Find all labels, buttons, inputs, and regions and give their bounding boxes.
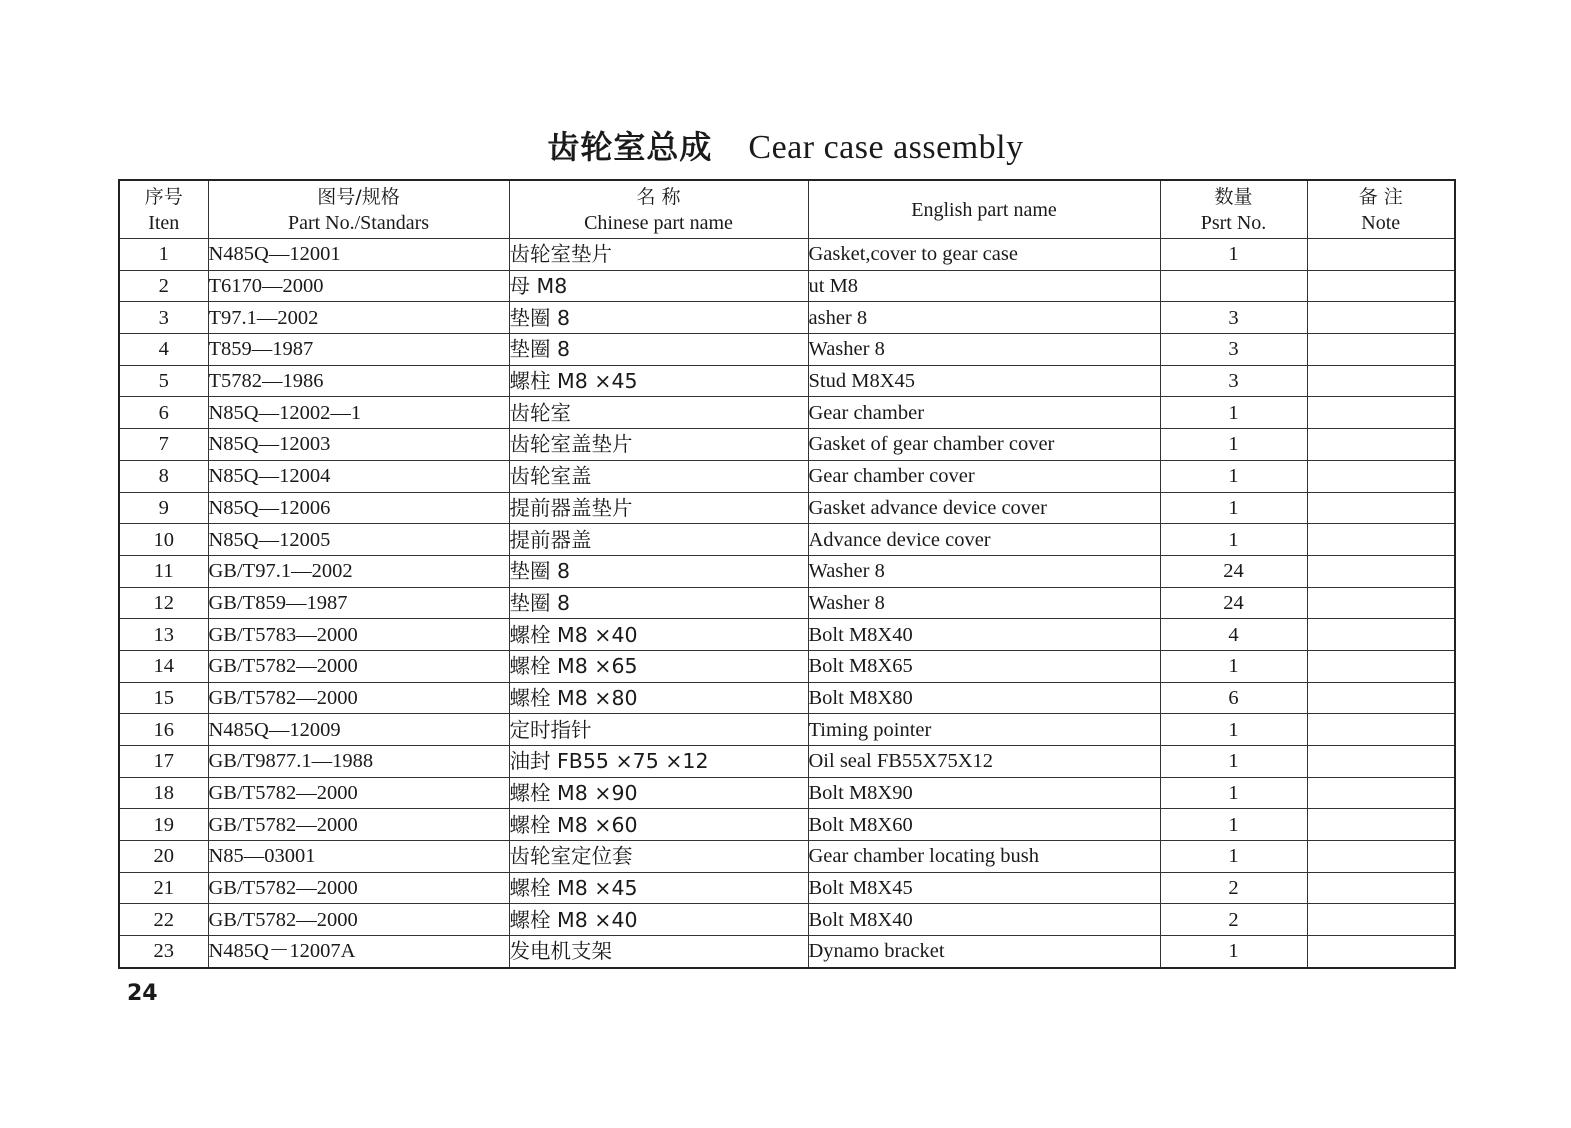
cell-item: 19 [119, 809, 208, 841]
cell-note [1307, 302, 1455, 334]
cell-quantity: 2 [1160, 872, 1307, 904]
cell-english-name: Gear chamber [808, 397, 1160, 429]
cell-note [1307, 365, 1455, 397]
cell-note [1307, 429, 1455, 461]
table-row [119, 365, 1455, 397]
cell-item: 8 [119, 460, 208, 492]
cell-chinese-name: 垫圈 8 [509, 555, 808, 587]
cell-english-name: Bolt M8X65 [808, 650, 1160, 682]
cell-part-no: T6170—2000 [208, 270, 509, 302]
cell-english-name: Gear chamber locating bush [808, 841, 1160, 873]
table-row [119, 682, 1455, 714]
header-part-no: 图号/规格 Part No./Standars [208, 180, 509, 239]
cell-english-name: Bolt M8X40 [808, 904, 1160, 936]
cell-english-name: Gasket of gear chamber cover [808, 429, 1160, 461]
cell-quantity: 3 [1160, 334, 1307, 366]
cell-item: 2 [119, 270, 208, 302]
cell-item: 11 [119, 555, 208, 587]
table-row [119, 492, 1455, 524]
cell-english-name: Timing pointer [808, 714, 1160, 746]
title-chinese: 齿轮室总成 [547, 128, 713, 166]
table-row [119, 936, 1455, 968]
cell-part-no: N85Q—12002—1 [208, 397, 509, 429]
cell-item: 1 [119, 239, 208, 271]
cell-quantity: 24 [1160, 555, 1307, 587]
cell-chinese-name: 垫圈 8 [509, 587, 808, 619]
cell-chinese-name: 螺柱 M8 ×45 [509, 365, 808, 397]
cell-chinese-name: 螺栓 M8 ×40 [509, 904, 808, 936]
table-row [119, 334, 1455, 366]
table-row [119, 239, 1455, 271]
cell-note [1307, 682, 1455, 714]
cell-chinese-name: 齿轮室定位套 [509, 841, 808, 873]
cell-english-name: Bolt M8X90 [808, 777, 1160, 809]
cell-item: 15 [119, 682, 208, 714]
cell-quantity: 1 [1160, 460, 1307, 492]
cell-item: 13 [119, 619, 208, 651]
cell-quantity: 2 [1160, 904, 1307, 936]
cell-item: 20 [119, 841, 208, 873]
cell-part-no: GB/T97.1—2002 [208, 555, 509, 587]
cell-part-no: N485Q—12009 [208, 714, 509, 746]
cell-note [1307, 587, 1455, 619]
cell-quantity: 3 [1160, 302, 1307, 334]
cell-note [1307, 460, 1455, 492]
cell-english-name: Bolt M8X45 [808, 872, 1160, 904]
table-row [119, 555, 1455, 587]
cell-note [1307, 524, 1455, 556]
cell-english-name: Gasket,cover to gear case [808, 239, 1160, 271]
cell-chinese-name: 齿轮室盖垫片 [509, 429, 808, 461]
table-row [119, 460, 1455, 492]
header-note: 备 注 Note [1307, 180, 1455, 239]
table-row [119, 714, 1455, 746]
cell-chinese-name: 齿轮室 [509, 397, 808, 429]
table-row [119, 777, 1455, 809]
cell-english-name: Gasket advance device cover [808, 492, 1160, 524]
cell-item: 7 [119, 429, 208, 461]
table-row [119, 302, 1455, 334]
page-number: 24 [127, 981, 158, 1006]
cell-note [1307, 397, 1455, 429]
cell-chinese-name: 提前器盖 [509, 524, 808, 556]
cell-chinese-name: 齿轮室盖 [509, 460, 808, 492]
cell-part-no: N85Q—12005 [208, 524, 509, 556]
cell-part-no: T5782—1986 [208, 365, 509, 397]
cell-chinese-name: 垫圈 8 [509, 334, 808, 366]
cell-item: 9 [119, 492, 208, 524]
cell-chinese-name: 螺栓 M8 ×90 [509, 777, 808, 809]
cell-chinese-name: 螺栓 M8 ×60 [509, 809, 808, 841]
cell-quantity: 1 [1160, 397, 1307, 429]
cell-note [1307, 936, 1455, 968]
table-row [119, 746, 1455, 778]
cell-note [1307, 841, 1455, 873]
cell-note [1307, 650, 1455, 682]
cell-english-name: Bolt M8X40 [808, 619, 1160, 651]
cell-part-no: GB/T5782—2000 [208, 777, 509, 809]
cell-part-no: GB/T9877.1—1988 [208, 746, 509, 778]
cell-chinese-name: 垫圈 8 [509, 302, 808, 334]
cell-part-no: N85Q—12006 [208, 492, 509, 524]
cell-quantity: 24 [1160, 587, 1307, 619]
page-title [0, 124, 1571, 171]
cell-item: 4 [119, 334, 208, 366]
cell-quantity: 1 [1160, 777, 1307, 809]
cell-note [1307, 239, 1455, 271]
cell-quantity: 6 [1160, 682, 1307, 714]
cell-note [1307, 555, 1455, 587]
cell-chinese-name: 螺栓 M8 ×40 [509, 619, 808, 651]
cell-quantity: 1 [1160, 936, 1307, 968]
cell-note [1307, 904, 1455, 936]
cell-item: 10 [119, 524, 208, 556]
cell-quantity: 4 [1160, 619, 1307, 651]
cell-chinese-name: 提前器盖垫片 [509, 492, 808, 524]
cell-part-no: N85—03001 [208, 841, 509, 873]
cell-quantity: 1 [1160, 714, 1307, 746]
cell-english-name: Oil seal FB55X75X12 [808, 746, 1160, 778]
table-header-row [119, 180, 1455, 239]
table-row [119, 619, 1455, 651]
cell-chinese-name: 螺栓 M8 ×65 [509, 650, 808, 682]
cell-part-no: T859—1987 [208, 334, 509, 366]
cell-chinese-name: 螺栓 M8 ×80 [509, 682, 808, 714]
cell-item: 5 [119, 365, 208, 397]
cell-part-no: N85Q—12004 [208, 460, 509, 492]
table-row [119, 872, 1455, 904]
cell-english-name: Dynamo bracket [808, 936, 1160, 968]
cell-quantity: 1 [1160, 429, 1307, 461]
cell-item: 21 [119, 872, 208, 904]
cell-item: 3 [119, 302, 208, 334]
cell-english-name: Washer 8 [808, 587, 1160, 619]
cell-part-no: T97.1—2002 [208, 302, 509, 334]
cell-note [1307, 777, 1455, 809]
cell-note [1307, 270, 1455, 302]
cell-quantity: 1 [1160, 524, 1307, 556]
cell-part-no: GB/T5783—2000 [208, 619, 509, 651]
table-row [119, 429, 1455, 461]
cell-quantity: 1 [1160, 809, 1307, 841]
cell-quantity [1160, 270, 1307, 302]
cell-quantity: 1 [1160, 650, 1307, 682]
cell-note [1307, 746, 1455, 778]
cell-note [1307, 619, 1455, 651]
table-row [119, 587, 1455, 619]
header-english-name: English part name [808, 180, 1160, 239]
cell-part-no: GB/T5782—2000 [208, 809, 509, 841]
cell-quantity: 1 [1160, 746, 1307, 778]
cell-english-name: Washer 8 [808, 555, 1160, 587]
cell-chinese-name: 母 M8 [509, 270, 808, 302]
cell-chinese-name: 发电机支架 [509, 936, 808, 968]
cell-note [1307, 334, 1455, 366]
cell-english-name: Bolt M8X60 [808, 809, 1160, 841]
table-row [119, 397, 1455, 429]
cell-part-no: GB/T5782—2000 [208, 650, 509, 682]
cell-item: 12 [119, 587, 208, 619]
cell-item: 17 [119, 746, 208, 778]
cell-chinese-name: 油封 FB55 ×75 ×12 [509, 746, 808, 778]
cell-item: 6 [119, 397, 208, 429]
table-row [119, 809, 1455, 841]
cell-part-no: GB/T859—1987 [208, 587, 509, 619]
cell-quantity: 3 [1160, 365, 1307, 397]
table-row [119, 841, 1455, 873]
cell-note [1307, 872, 1455, 904]
table-row [119, 524, 1455, 556]
cell-chinese-name: 齿轮室垫片 [509, 239, 808, 271]
cell-english-name: Gear chamber cover [808, 460, 1160, 492]
cell-part-no: GB/T5782—2000 [208, 872, 509, 904]
cell-english-name: Washer 8 [808, 334, 1160, 366]
cell-english-name: asher 8 [808, 302, 1160, 334]
cell-chinese-name: 螺栓 M8 ×45 [509, 872, 808, 904]
title-english: Cear case assembly [748, 129, 1024, 166]
cell-quantity: 1 [1160, 841, 1307, 873]
cell-part-no: GB/T5782—2000 [208, 904, 509, 936]
cell-english-name: Bolt M8X80 [808, 682, 1160, 714]
cell-part-no: N85Q—12003 [208, 429, 509, 461]
cell-item: 18 [119, 777, 208, 809]
header-item: 序号 Iten [119, 180, 208, 239]
table-row [119, 904, 1455, 936]
cell-chinese-name: 定时指针 [509, 714, 808, 746]
cell-part-no: N485Q－12007A [208, 936, 509, 968]
cell-item: 23 [119, 936, 208, 968]
cell-english-name: ut M8 [808, 270, 1160, 302]
cell-item: 16 [119, 714, 208, 746]
cell-note [1307, 492, 1455, 524]
cell-note [1307, 714, 1455, 746]
cell-english-name: Advance device cover [808, 524, 1160, 556]
parts-table [118, 179, 1456, 969]
cell-quantity: 1 [1160, 492, 1307, 524]
table-row [119, 270, 1455, 302]
header-chinese-name: 名 称 Chinese part name [509, 180, 808, 239]
cell-note [1307, 809, 1455, 841]
header-quantity: 数量 Psrt No. [1160, 180, 1307, 239]
cell-item: 22 [119, 904, 208, 936]
table-row [119, 650, 1455, 682]
cell-part-no: N485Q—12001 [208, 239, 509, 271]
cell-quantity: 1 [1160, 239, 1307, 271]
cell-english-name: Stud M8X45 [808, 365, 1160, 397]
cell-item: 14 [119, 650, 208, 682]
cell-part-no: GB/T5782—2000 [208, 682, 509, 714]
